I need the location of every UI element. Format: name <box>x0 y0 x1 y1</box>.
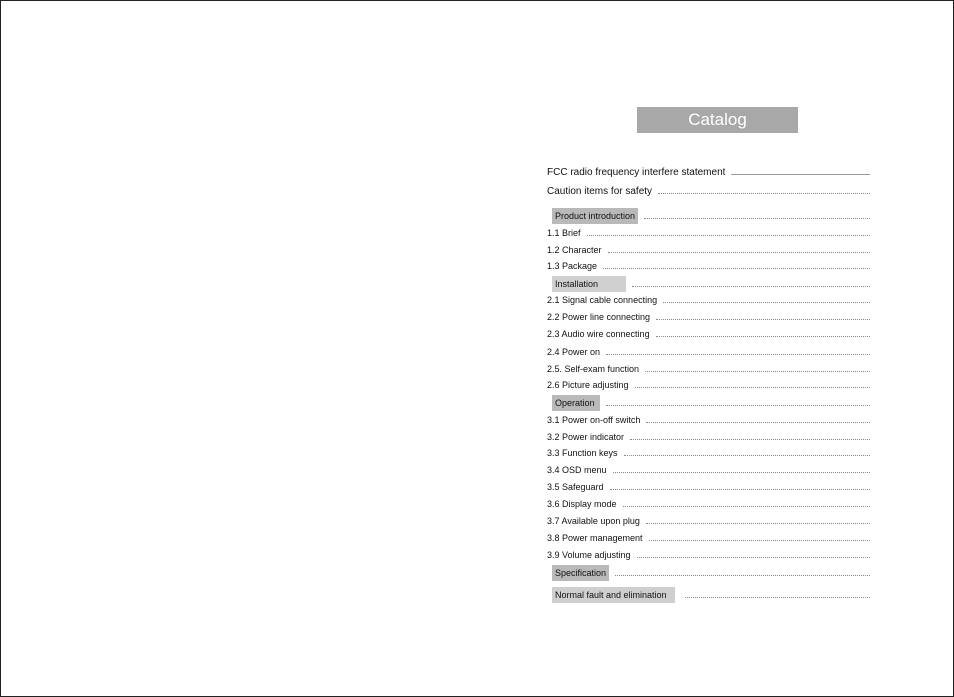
toc-label: Caution items for safety <box>547 185 653 197</box>
toc-entry-3-3[interactable] <box>547 446 870 460</box>
toc-label: 2.3 Audio wire connecting <box>547 329 650 339</box>
toc-leader <box>646 523 870 524</box>
toc-label: 3.4 OSD menu <box>547 465 607 475</box>
toc-entry-3-6[interactable] <box>547 497 870 511</box>
toc-leader <box>608 252 870 253</box>
toc-leader <box>637 557 870 558</box>
section-label: Operation <box>552 395 600 411</box>
toc-leader <box>632 286 870 287</box>
toc-leader <box>649 540 870 541</box>
toc-leader <box>606 405 870 406</box>
toc-label: 3.9 Volume adjusting <box>547 550 631 560</box>
toc-leader <box>731 174 870 175</box>
toc-leader <box>635 387 870 388</box>
toc-leader <box>658 193 870 194</box>
toc-section-installation[interactable] <box>552 276 870 292</box>
toc-label: 3.8 Power management <box>547 533 643 543</box>
toc-leader <box>615 575 870 576</box>
toc-label: 1.3 Package <box>547 261 598 271</box>
toc-entry-1-3[interactable] <box>547 259 870 273</box>
toc-label: 3.2 Power indicator <box>547 432 625 442</box>
toc-label: 1.2 Character <box>547 245 602 255</box>
section-label: Specification <box>552 565 609 581</box>
toc-entry-1-2[interactable] <box>547 243 870 257</box>
toc-leader <box>644 218 870 219</box>
toc-leader <box>646 422 870 423</box>
toc-entry-2-6[interactable] <box>547 378 870 392</box>
toc-section-specification[interactable] <box>552 565 870 581</box>
toc-leader <box>606 354 870 355</box>
toc-entry-1-1[interactable] <box>547 226 870 240</box>
toc-label: 3.1 Power on-off switch <box>547 415 641 425</box>
toc-leader <box>685 597 870 598</box>
toc-entry-fcc[interactable] <box>547 165 870 179</box>
toc-leader <box>613 472 870 473</box>
section-label: Installation <box>552 276 626 292</box>
toc-label: 2.6 Picture adjusting <box>547 380 629 390</box>
catalog-title: Catalog <box>637 107 798 133</box>
toc-entry-2-3[interactable] <box>547 327 870 341</box>
toc-entry-3-4[interactable] <box>547 463 870 477</box>
toc-label: 3.7 Available upon plug <box>547 516 640 526</box>
toc-label: 2.5. Self-exam function <box>547 364 640 374</box>
toc-leader <box>656 319 870 320</box>
toc-label: 1.1 Brief <box>547 228 581 238</box>
toc-entry-3-5[interactable] <box>547 480 870 494</box>
toc-section-operation[interactable] <box>552 395 870 411</box>
toc-label: 2.1 Signal cable connecting <box>547 295 658 305</box>
toc-entry-2-4[interactable] <box>547 345 870 359</box>
toc-label: 3.3 Function keys <box>547 448 618 458</box>
toc-entry-2-2[interactable] <box>547 310 870 324</box>
toc-leader <box>587 235 870 236</box>
toc-entry-2-5[interactable] <box>547 362 870 376</box>
toc-entry-3-8[interactable] <box>547 531 870 545</box>
toc-section-product-introduction[interactable] <box>552 208 870 224</box>
toc-label: 2.4 Power on <box>547 347 601 357</box>
toc-entry-3-1[interactable] <box>547 413 870 427</box>
toc-leader <box>603 268 870 269</box>
toc-label: 3.5 Safeguard <box>547 482 604 492</box>
toc-label: FCC radio frequency interfere statement <box>547 166 726 178</box>
toc-label: 3.6 Display mode <box>547 499 617 509</box>
toc-leader <box>630 439 870 440</box>
toc-entry-3-7[interactable] <box>547 514 870 528</box>
toc-entry-3-9[interactable] <box>547 548 870 562</box>
toc-entry-3-2[interactable] <box>547 430 870 444</box>
toc-leader <box>623 506 870 507</box>
toc-section-normal-fault[interactable] <box>552 587 870 603</box>
section-label: Normal fault and elimination <box>552 587 675 603</box>
toc-leader <box>610 489 870 490</box>
toc-entry-caution[interactable] <box>547 184 870 198</box>
toc-leader <box>624 455 870 456</box>
toc-label: 2.2 Power line connecting <box>547 312 651 322</box>
section-label: Product introduction <box>552 208 638 224</box>
toc-entry-2-1[interactable] <box>547 293 870 307</box>
toc-leader <box>645 371 870 372</box>
toc-leader <box>656 336 870 337</box>
toc-leader <box>663 302 870 303</box>
